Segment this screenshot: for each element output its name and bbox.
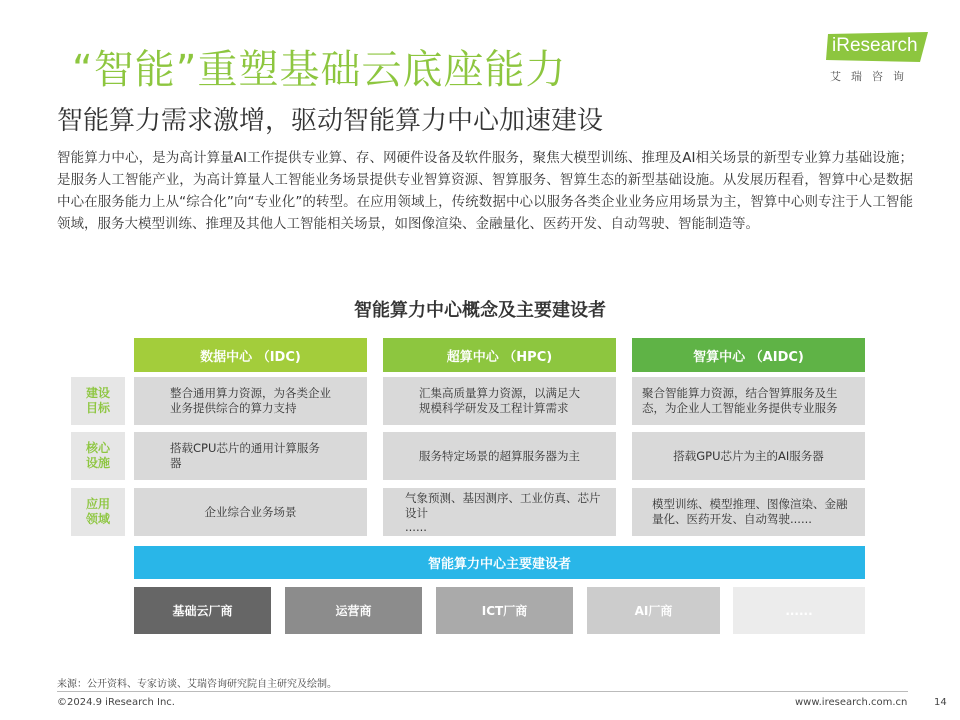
row-label-goal	[71, 377, 125, 425]
diagram-title: 智能算力中心概念及主要建设者	[354, 300, 606, 321]
cell-hpc-application	[383, 488, 616, 536]
website-url: www.iresearch.com.cn	[795, 697, 908, 708]
row-label-application	[71, 488, 125, 536]
cell-idc-facility: 搭载CPU芯片的通用计算服务器	[134, 432, 367, 480]
column-header-hpc: 超算中心 （HPC)	[383, 338, 616, 372]
row-label-line: 目标	[85, 401, 110, 415]
builder-telecom-operator: 运营商	[285, 587, 422, 634]
logo-text: iResearch	[832, 35, 918, 56]
iresearch-logo	[826, 32, 936, 84]
column-header-aidc: 智算中心 （AIDC)	[632, 338, 865, 372]
builder-cloud-vendor: 基础云厂商	[134, 587, 271, 634]
builder-ai-vendor: AI厂商	[587, 587, 720, 634]
slide-title: “智能”重塑基础云底座能力	[72, 47, 567, 93]
logo-subtext: 艾瑞咨询	[830, 70, 914, 83]
builders-bar: 智能算力中心主要建设者	[134, 546, 865, 579]
cell-aidc-facility: 搭载GPU芯片为主的AI服务器	[632, 432, 865, 480]
copyright: ©2024.9 iResearch Inc.	[57, 697, 175, 708]
cell-text: 气象预测、基因测序、工业仿真、芯片设计	[405, 491, 601, 520]
row-label-line: 应用	[85, 497, 110, 511]
intro-paragraph: 智能算力中心，是为高计算量AI工作提供专业算、存、网硬件设备及软件服务，聚焦大模型训练、推理及AI相关场景的新型专业算力基础设施；是服务人工智能产业，为高计算量人工智能业务场景提供专业智算资源、智算服务、智算生态的新型基础设施。从发展历程看，智算中心是数据中心在服务能力上从“综合化”向“专业化”的转型。在应用领域上，传统数据中心以服务各类企业业务应用场景为主，智算中心则专注于人工智能领域，服务大模型训练、推理及其他人工智能相关场景，如图像渲染、金融量化、医药开发、自动驾驶、智能制造等。	[57, 150, 913, 232]
row-label-line: 设施	[85, 456, 110, 470]
column-header-idc: 数据中心 （IDC)	[134, 338, 367, 372]
row-label-line: 核心	[85, 441, 110, 455]
cell-idc-application: 企业综合业务场景	[134, 488, 367, 536]
cell-hpc-goal: 汇集高质量算力资源，以满足大规模科学研发及工程计算需求	[383, 377, 616, 425]
cell-aidc-goal: 聚合智能算力资源，结合智算服务及生态，为企业人工智能业务提供专业服务	[632, 377, 865, 425]
cell-idc-goal: 整合通用算力资源，为各类企业业务提供综合的算力支持	[134, 377, 367, 425]
slide-subtitle: 智能算力需求激增，驱动智能算力中心加速建设	[57, 106, 604, 136]
row-label-line: 领域	[85, 512, 110, 526]
cell-hpc-facility: 服务特定场景的超算服务器为主	[383, 432, 616, 480]
row-label-facility	[71, 432, 125, 480]
row-label-line: 建设	[85, 386, 110, 400]
cell-ellipsis: ......	[405, 520, 427, 534]
page-number: 14	[934, 697, 947, 708]
footer-divider	[57, 691, 908, 692]
builder-ict-vendor: ICT厂商	[436, 587, 573, 634]
source-note: 来源：公开资料、专家访谈、艾瑞咨询研究院自主研究及绘制。	[57, 679, 337, 690]
builder-others: ......	[733, 587, 865, 634]
cell-aidc-application: 模型训练、模型推理、图像渲染、金融量化、医药开发、自动驾驶......	[632, 488, 865, 536]
